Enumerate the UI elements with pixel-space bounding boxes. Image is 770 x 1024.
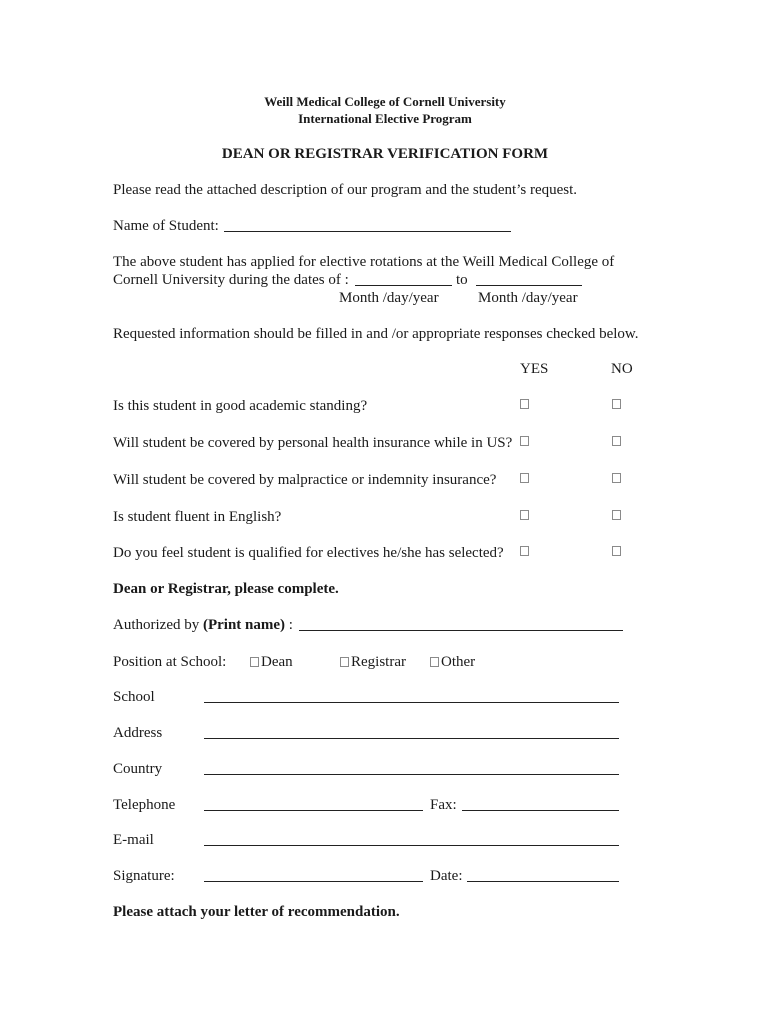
academic-standing-yes-checkbox[interactable] xyxy=(520,399,529,409)
telephone-field[interactable] xyxy=(204,810,423,811)
position-label: Position at School: xyxy=(113,654,227,670)
form-title: DEAN OR REGISTRAR VERIFICATION FORM xyxy=(221,146,549,162)
other-checkbox[interactable] xyxy=(430,657,439,667)
date-label: Date: xyxy=(430,868,463,884)
dean-label: Dean xyxy=(261,654,293,670)
question-health-insurance: Will student be covered by personal health insurance while in US? xyxy=(113,435,513,451)
other-label: Other xyxy=(441,654,476,670)
date-format-to: Month /day/year xyxy=(478,290,578,306)
question-qualified-electives: Do you feel student is qualified for electives he/she has selected? xyxy=(113,545,504,561)
school-field[interactable] xyxy=(204,702,619,703)
malpractice-insurance-no-checkbox[interactable] xyxy=(612,473,621,483)
position-other-option[interactable] xyxy=(430,653,475,671)
date-format-from: Month /day/year xyxy=(339,290,439,306)
footer-note: Please attach your letter of recommendation. xyxy=(113,904,400,920)
date-to-field[interactable] xyxy=(476,285,582,286)
intro-text: Please read the attached description of our program and the student’s request. xyxy=(113,182,578,198)
question-english-fluency: Is student fluent in English? xyxy=(113,509,282,525)
program-name: International Elective Program xyxy=(298,111,472,126)
signature-field[interactable] xyxy=(204,881,423,882)
country-label: Country xyxy=(113,761,163,777)
question-academic-standing: Is this student in good academic standing? xyxy=(113,398,368,414)
signature-label: Signature: xyxy=(113,868,175,884)
english-fluency-no-checkbox[interactable] xyxy=(612,510,621,520)
position-registrar-option[interactable] xyxy=(340,653,406,671)
telephone-label: Telephone xyxy=(113,797,176,813)
address-field[interactable] xyxy=(204,738,619,739)
registrar-checkbox[interactable] xyxy=(340,657,349,667)
applied-text-line1: The above student has applied for elective rotations at the Weill Medical College of xyxy=(113,254,615,270)
authorized-by-field[interactable] xyxy=(299,630,623,631)
question-malpractice-insurance: Will student be covered by malpractice or indemnity insurance? xyxy=(113,472,497,488)
malpractice-insurance-yes-checkbox[interactable] xyxy=(520,473,529,483)
student-name-field[interactable] xyxy=(224,231,511,232)
english-fluency-yes-checkbox[interactable] xyxy=(520,510,529,520)
email-field[interactable] xyxy=(204,845,619,846)
registrar-label: Registrar xyxy=(351,654,406,670)
authorized-prefix: Authorized by xyxy=(113,617,203,633)
instructions-text: Requested information should be filled in and /or appropriate responses checked below. xyxy=(113,326,639,342)
school-label: School xyxy=(113,689,155,705)
address-label: Address xyxy=(113,725,163,741)
health-insurance-no-checkbox[interactable] xyxy=(612,436,621,446)
fax-field[interactable] xyxy=(462,810,619,811)
student-name-label: Name of Student: xyxy=(113,218,219,234)
country-field[interactable] xyxy=(204,774,619,775)
applied-text-line2: Cornell University during the dates of : xyxy=(113,272,349,288)
institution-name: Weill Medical College of Cornell University xyxy=(264,94,506,109)
date-field[interactable] xyxy=(467,881,619,882)
no-column-header: NO xyxy=(611,361,633,377)
fax-label: Fax: xyxy=(430,797,457,813)
authorized-by-label xyxy=(113,616,293,634)
dean-section-heading: Dean or Registrar, please complete. xyxy=(113,581,339,597)
position-dean-option[interactable] xyxy=(250,653,293,671)
authorized-print-name: (Print name) xyxy=(202,617,286,633)
authorized-suffix: : xyxy=(285,617,293,633)
dean-checkbox[interactable] xyxy=(250,657,259,667)
yes-column-header: YES xyxy=(520,361,549,377)
health-insurance-yes-checkbox[interactable] xyxy=(520,436,529,446)
to-label: to xyxy=(456,272,468,288)
qualified-electives-no-checkbox[interactable] xyxy=(612,546,621,556)
email-label: E-mail xyxy=(113,832,154,848)
academic-standing-no-checkbox[interactable] xyxy=(612,399,621,409)
date-from-field[interactable] xyxy=(355,285,452,286)
qualified-electives-yes-checkbox[interactable] xyxy=(520,546,529,556)
